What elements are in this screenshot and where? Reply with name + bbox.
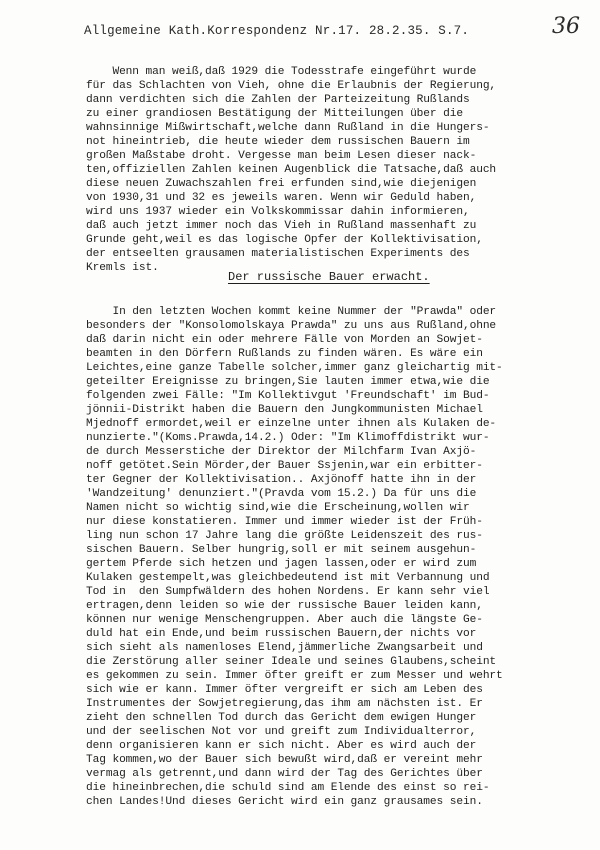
- text-line: Namen nicht so wichtig sind,wie die Erscheinung,wollen wir: [86, 502, 470, 514]
- text-line: Grunde geht,weil es das logische Opfer der Kollektivisation,: [86, 234, 483, 246]
- text-line: sischen Bauern. Selber hungrig,soll er mit seinem ausgehun-: [86, 544, 477, 556]
- text-line: vermag als getrennt,und dann wird der Tag des Gerichtes über: [86, 768, 483, 780]
- text-line: Kremls ist.: [86, 262, 159, 274]
- text-line: großen Maßstabe droht. Vergesse man beim Lesen dieser nack-: [86, 150, 477, 162]
- text-line: Mjednoff ermordet,weil er einzelne unter ihnen als Kulaken de-: [86, 418, 497, 430]
- text-line: Leichtes,eine ganze Tabelle solcher,immer ganz gleichartig mit-: [86, 362, 503, 374]
- text-line: beamten in den Dörfern Rußlands zu finden wären. Es wäre ein: [86, 348, 483, 360]
- text-line: für das Schlachten von Vieh, ohne die Erlaubnis der Regierung,: [86, 80, 497, 92]
- text-line: de durch Messerstiche der Direktor der Milchfarm Ivan Axjö-: [86, 446, 477, 458]
- text-line: daß darin nicht ein oder mehrere Fälle von Morden an Sowjet-: [86, 334, 483, 346]
- text-line: daß auch jetzt immer noch das Vieh in Rußland massenhaft zu: [86, 220, 477, 232]
- text-line: wird uns 1937 wieder ein Volkskommissar dahin informieren,: [86, 206, 470, 218]
- text-line: der entseelten grausamen materialistischen Experiments des: [86, 248, 470, 260]
- text-line: gertem Pferde sich hetzen und jagen lassen,oder er wird zum: [86, 558, 477, 570]
- text-line: wahnsinnige Mißwirtschaft,welche dann Rußland in die Hungers-: [86, 122, 490, 134]
- text-line: not hineintrieb, die heute wieder dem russischen Bauern im: [86, 136, 470, 148]
- text-line: Kulaken gestempelt,was gleichbedeutend ist mit Verbannung und: [86, 572, 490, 584]
- text-line: es gekommen zu sein. Immer öfter greift er zum Messer und wehrt: [86, 670, 503, 682]
- text-line: dann verdichten sich die Zahlen der Parteizeitung Rußlands: [86, 94, 470, 106]
- text-line: besonders der "Konsolomolskaya Prawda" zu uns aus Rußland,ohne: [86, 320, 497, 332]
- text-line: von 1930,31 und 32 es jeweils waren. Wenn wir Geduld haben,: [86, 192, 477, 204]
- text-line: Tag kommen,wo der Bauer sich bewußt wird,daß er vereint mehr: [86, 754, 483, 766]
- text-line: Instrumentes der Sowjetregierung,das ihm am nächsten ist. Er: [86, 698, 483, 710]
- text-line: sich sieht als namenloses Elend,jämmerliche Zwangsarbeit und: [86, 642, 483, 654]
- document-header: Allgemeine Kath.Korrespondenz Nr.17. 28.2.35. S.7.: [84, 24, 470, 38]
- text-line: Tod in den Sumpfwäldern des hohen Nordens. Er kann sehr viel: [86, 586, 490, 598]
- text-line: nur diese konstatieren. Immer und immer wieder ist der Früh-: [86, 516, 483, 528]
- section-heading: Der russische Bauer erwacht.: [228, 270, 430, 284]
- text-line: 'Wandzeitung' denunziert."(Pravda vom 15.2.) Da für uns die: [86, 488, 477, 500]
- text-line: sich wie er kann. Immer öfter vergreift er sich am Leben des: [86, 684, 483, 696]
- text-line: Wenn man weiß,daß 1929 die Todesstrafe eingeführt wurde: [86, 66, 477, 78]
- text-line: ten,offiziellen Zahlen keinen Augenblick die Tatsache,daß auch: [86, 164, 497, 176]
- text-line: folgenden zwei Fälle: "Im Kollektivgut 'Freundschaft' im Bud-: [86, 390, 490, 402]
- text-line: noff getötet.Sein Mörder,der Bauer Ssjenin,war ein erbitter-: [86, 460, 483, 472]
- text-line: jönnii-Distrikt haben die Bauern den Jungkommunisten Michael: [86, 404, 483, 416]
- text-line: diese neuen Zuwachszahlen frei erfunden sind,wie diejenigen: [86, 178, 477, 190]
- text-line: zieht den schnellen Tod durch das Gericht dem ewigen Hunger: [86, 712, 477, 724]
- text-line: können nur wenige Menschengruppen. Aber auch die längste Ge-: [86, 614, 483, 626]
- text-line: geteilter Ereignisse zu bringen,Sie lauten immer etwa,wie die: [86, 376, 490, 388]
- text-line: zu einer grandiosen Bestätigung der Mitteilungen über die: [86, 108, 463, 120]
- text-line: die Zerstörung aller seiner Ideale und seines Glaubens,scheint: [86, 656, 497, 668]
- text-line: ling nun schon 17 Jahre lang die größte Leidenszeit des rus-: [86, 530, 483, 542]
- text-line: ertragen,denn leiden so wie der russische Bauer leiden kann,: [86, 600, 483, 612]
- text-line: denn organisieren kann er sich nicht. Aber es wird auch der: [86, 740, 477, 752]
- handwritten-page-number: 36: [552, 14, 580, 39]
- text-line: ter Gegner der Kollektivisation.. Axjönoff hatte ihn in der: [86, 474, 477, 486]
- text-line: und der seelischen Not vor und greift zum Individualterror,: [86, 726, 477, 738]
- text-line: In den letzten Wochen kommt keine Nummer der "Prawda" oder: [86, 306, 497, 318]
- text-line: nunzierte."(Koms.Prawda,14.2.) Oder: "Im Klimoffdistrikt wur-: [86, 432, 490, 444]
- text-line: die hineinbrechen,die schuld sind am Elende des einst so rei-: [86, 782, 490, 794]
- text-line: duld hat ein Ende,und beim russischen Bauern,der nichts vor: [86, 628, 477, 640]
- text-line: chen Landes!Und dieses Gericht wird ein ganz grausames sein.: [86, 796, 483, 808]
